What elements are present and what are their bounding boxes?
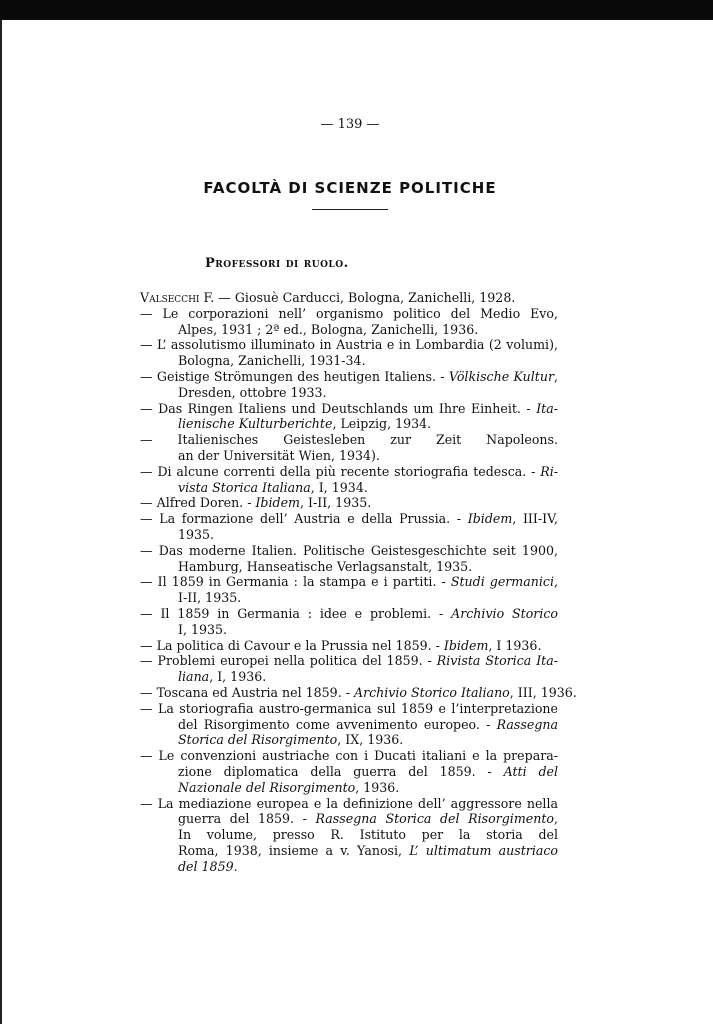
entry-line — [140, 432, 558, 448]
entry-text: guerra del 1859. - — [178, 811, 316, 827]
page-number: — 139 — — [320, 117, 380, 132]
entry-line — [140, 511, 558, 527]
entry-line — [140, 369, 558, 385]
entry-text: Dresden, ottobre 1933. — [178, 384, 327, 400]
bibliography-list — [140, 290, 577, 874]
entry-text: 1935. — [178, 526, 215, 542]
entry-line — [140, 811, 558, 827]
entry-line — [140, 653, 558, 669]
entry-text: , — [553, 811, 558, 827]
entry-text: — Il 1859 in Germania : la stampa e i partiti. - — [140, 574, 451, 590]
entry-line — [140, 701, 558, 717]
entry-text: — La storiografia austro-germanica sul 1859 e l’interpretazione — [140, 700, 558, 716]
italic-citation: Archivio Storico — [451, 605, 558, 621]
entry-line — [140, 622, 558, 638]
scan-left-edge — [0, 20, 2, 1024]
entry-line — [140, 590, 558, 606]
italic-citation: Atti del — [503, 763, 558, 779]
entry-line — [140, 732, 558, 748]
entry-line — [140, 827, 558, 843]
entry-text: Alpes, 1931 ; 2ª ed., Bologna, Zanichelli, 1936. — [178, 321, 479, 337]
page-title: FACOLTÀ DI SCIENZE POLITICHE — [203, 179, 497, 197]
entry-text: — La formazione dell’ Austria e della Prussia. - — [140, 511, 468, 527]
entry-line — [140, 859, 558, 875]
bibliography-entry — [140, 684, 577, 701]
entry-text: I-II, 1935. — [178, 590, 242, 606]
entry-line — [140, 684, 577, 701]
entry-line — [140, 480, 558, 496]
bibliography-entry — [140, 638, 558, 654]
entry-line — [140, 764, 558, 780]
entry-text: , — [553, 368, 558, 384]
italic-citation: Rassegna — [496, 716, 558, 732]
entry-line — [140, 780, 558, 796]
entry-line — [140, 464, 558, 480]
entry-text: , I, 1936. — [209, 669, 267, 685]
bibliography-entry — [140, 306, 558, 338]
italic-citation: Nazionale del Risorgimento — [178, 779, 356, 795]
entry-line — [140, 559, 558, 575]
entry-line — [140, 527, 558, 543]
entry-line — [140, 543, 558, 559]
italic-citation: Ri- — [540, 463, 558, 479]
bibliography-entry — [140, 401, 558, 433]
bibliography-entry — [140, 432, 558, 464]
entry-text: I, 1935. — [178, 621, 228, 637]
entry-line — [140, 495, 558, 511]
bibliography-entry — [140, 495, 558, 511]
italic-citation: Ibidem — [443, 637, 489, 653]
entry-text: Roma, 1938, insieme a v. Yanosi, — [178, 842, 410, 858]
entry-line — [140, 401, 558, 417]
italic-citation: Ibidem — [467, 511, 513, 527]
entry-text: — Das moderne Italien. Politische Geistesgeschichte seit 1900, — [140, 542, 558, 558]
entry-text: del Risorgimento come avvenimento europeo. - — [178, 716, 497, 732]
italic-citation: Völkische Kultur — [448, 368, 554, 384]
author-name: Valsecchi — [140, 290, 200, 305]
italic-citation: Storica del Risorgimento — [178, 732, 338, 748]
entry-text: — Das Ringen Italiens und Deutschlands um Ihre Einheit. - — [140, 400, 537, 416]
entry-line — [140, 606, 558, 622]
entry-text: — Alfred Doren. - — [140, 495, 256, 511]
entry-text: zione diplomatica della guerra del 1859. - — [178, 763, 504, 779]
italic-citation: vista Storica Italiana — [178, 479, 311, 495]
entry-text: , I-II, 1935. — [299, 495, 372, 511]
bibliography-entry — [140, 337, 558, 369]
entry-text: — La politica di Cavour e la Prussia nel 1859. - — [140, 637, 444, 653]
entry-text: , Leipzig, 1934. — [332, 416, 432, 432]
entry-text: — Geistige Strömungen des heutigen Italiens. - — [140, 368, 449, 384]
entry-text: Bologna, Zanichelli, 1931-34. — [178, 353, 366, 369]
italic-citation: Ita- — [536, 400, 558, 416]
entry-line — [140, 353, 558, 369]
entry-line — [140, 337, 558, 353]
italic-citation: del 1859. — [178, 858, 238, 874]
entry-line — [140, 306, 558, 322]
italic-citation: liana — [178, 669, 210, 685]
italic-citation: L’ ultimatum austriaco — [409, 842, 558, 858]
entry-line — [140, 385, 558, 401]
italic-citation: Ibidem — [255, 495, 300, 511]
italic-citation: lienische Kulturberichte — [178, 416, 333, 432]
bibliography-entry — [140, 701, 558, 748]
entry-text: — Il 1859 in Germania : idee e problemi. - — [140, 605, 452, 621]
entry-line — [140, 638, 558, 654]
entry-line — [140, 748, 558, 764]
scan-top-border — [0, 0, 713, 20]
entry-line — [140, 574, 558, 590]
entry-text: Hamburg, Hanseatische Verlagsanstalt, 1935. — [178, 558, 473, 574]
bibliography-entry — [140, 653, 558, 685]
italic-citation: Archivio Storico Italiano — [353, 684, 510, 700]
entry-text: — Le corporazioni nell’ organismo politico del Medio Evo, — [140, 305, 558, 321]
bibliography-entry — [140, 796, 558, 875]
entry-text: — Toscana ed Austria nel 1859. - — [140, 684, 354, 700]
entry-text: — L’ assolutismo illuminato in Austria e in Lombardia (2 volumi), — [140, 337, 558, 353]
entry-text: F. — Giosuè Carducci, Bologna, Zanichelli, 1928. — [199, 290, 516, 305]
bibliography-entry — [140, 511, 558, 543]
entry-text: In volume, presso R. Istituto per la storia del — [178, 827, 558, 843]
bibliography-entry — [140, 748, 558, 795]
entry-text: , III, 1936. — [509, 684, 577, 700]
bibliography-entry — [140, 464, 558, 496]
entry-text: — Le convenzioni austriache con i Ducati italiani e la prepara- — [140, 748, 558, 764]
entry-text: an der Universität Wien, 1934). — [178, 447, 380, 463]
bibliography-entry — [140, 574, 558, 606]
entry-text: , III-IV, — [512, 511, 558, 527]
section-heading: Professori di ruolo. — [205, 256, 349, 271]
italic-citation: Rassegna Storica del Risorgimento — [315, 811, 554, 827]
entry-text: — Di alcune correnti della più recente storiografia tedesca. - — [140, 463, 541, 479]
bibliography-entry — [140, 290, 558, 306]
entry-text: — Problemi europei nella politica del 1859. - — [140, 653, 437, 669]
bibliography-entry — [140, 543, 558, 575]
italic-citation: Rivista Storica Ita- — [436, 653, 558, 669]
entry-text: — Italienisches Geistesleben zur Zeit Napoleons. — [140, 432, 558, 448]
bibliography-entry — [140, 369, 558, 401]
entry-text: , I 1936. — [488, 637, 542, 653]
entry-line — [140, 796, 558, 812]
entry-line — [140, 322, 558, 338]
entry-text: , — [553, 574, 558, 590]
title-divider — [312, 209, 388, 210]
entry-line — [140, 416, 558, 432]
entry-text: , IX, 1936. — [337, 732, 404, 748]
entry-line — [140, 290, 558, 306]
entry-line — [140, 669, 558, 685]
entry-text: , I, 1934. — [310, 479, 368, 495]
entry-line — [140, 843, 558, 859]
entry-text: , 1936. — [355, 779, 400, 795]
entry-text: — La mediazione europea e la definizione dell’ aggressore nella — [140, 795, 558, 811]
entry-line — [140, 717, 558, 733]
entry-line — [140, 448, 558, 464]
bibliography-entry — [140, 606, 558, 638]
italic-citation: Studi germanici — [450, 574, 554, 590]
